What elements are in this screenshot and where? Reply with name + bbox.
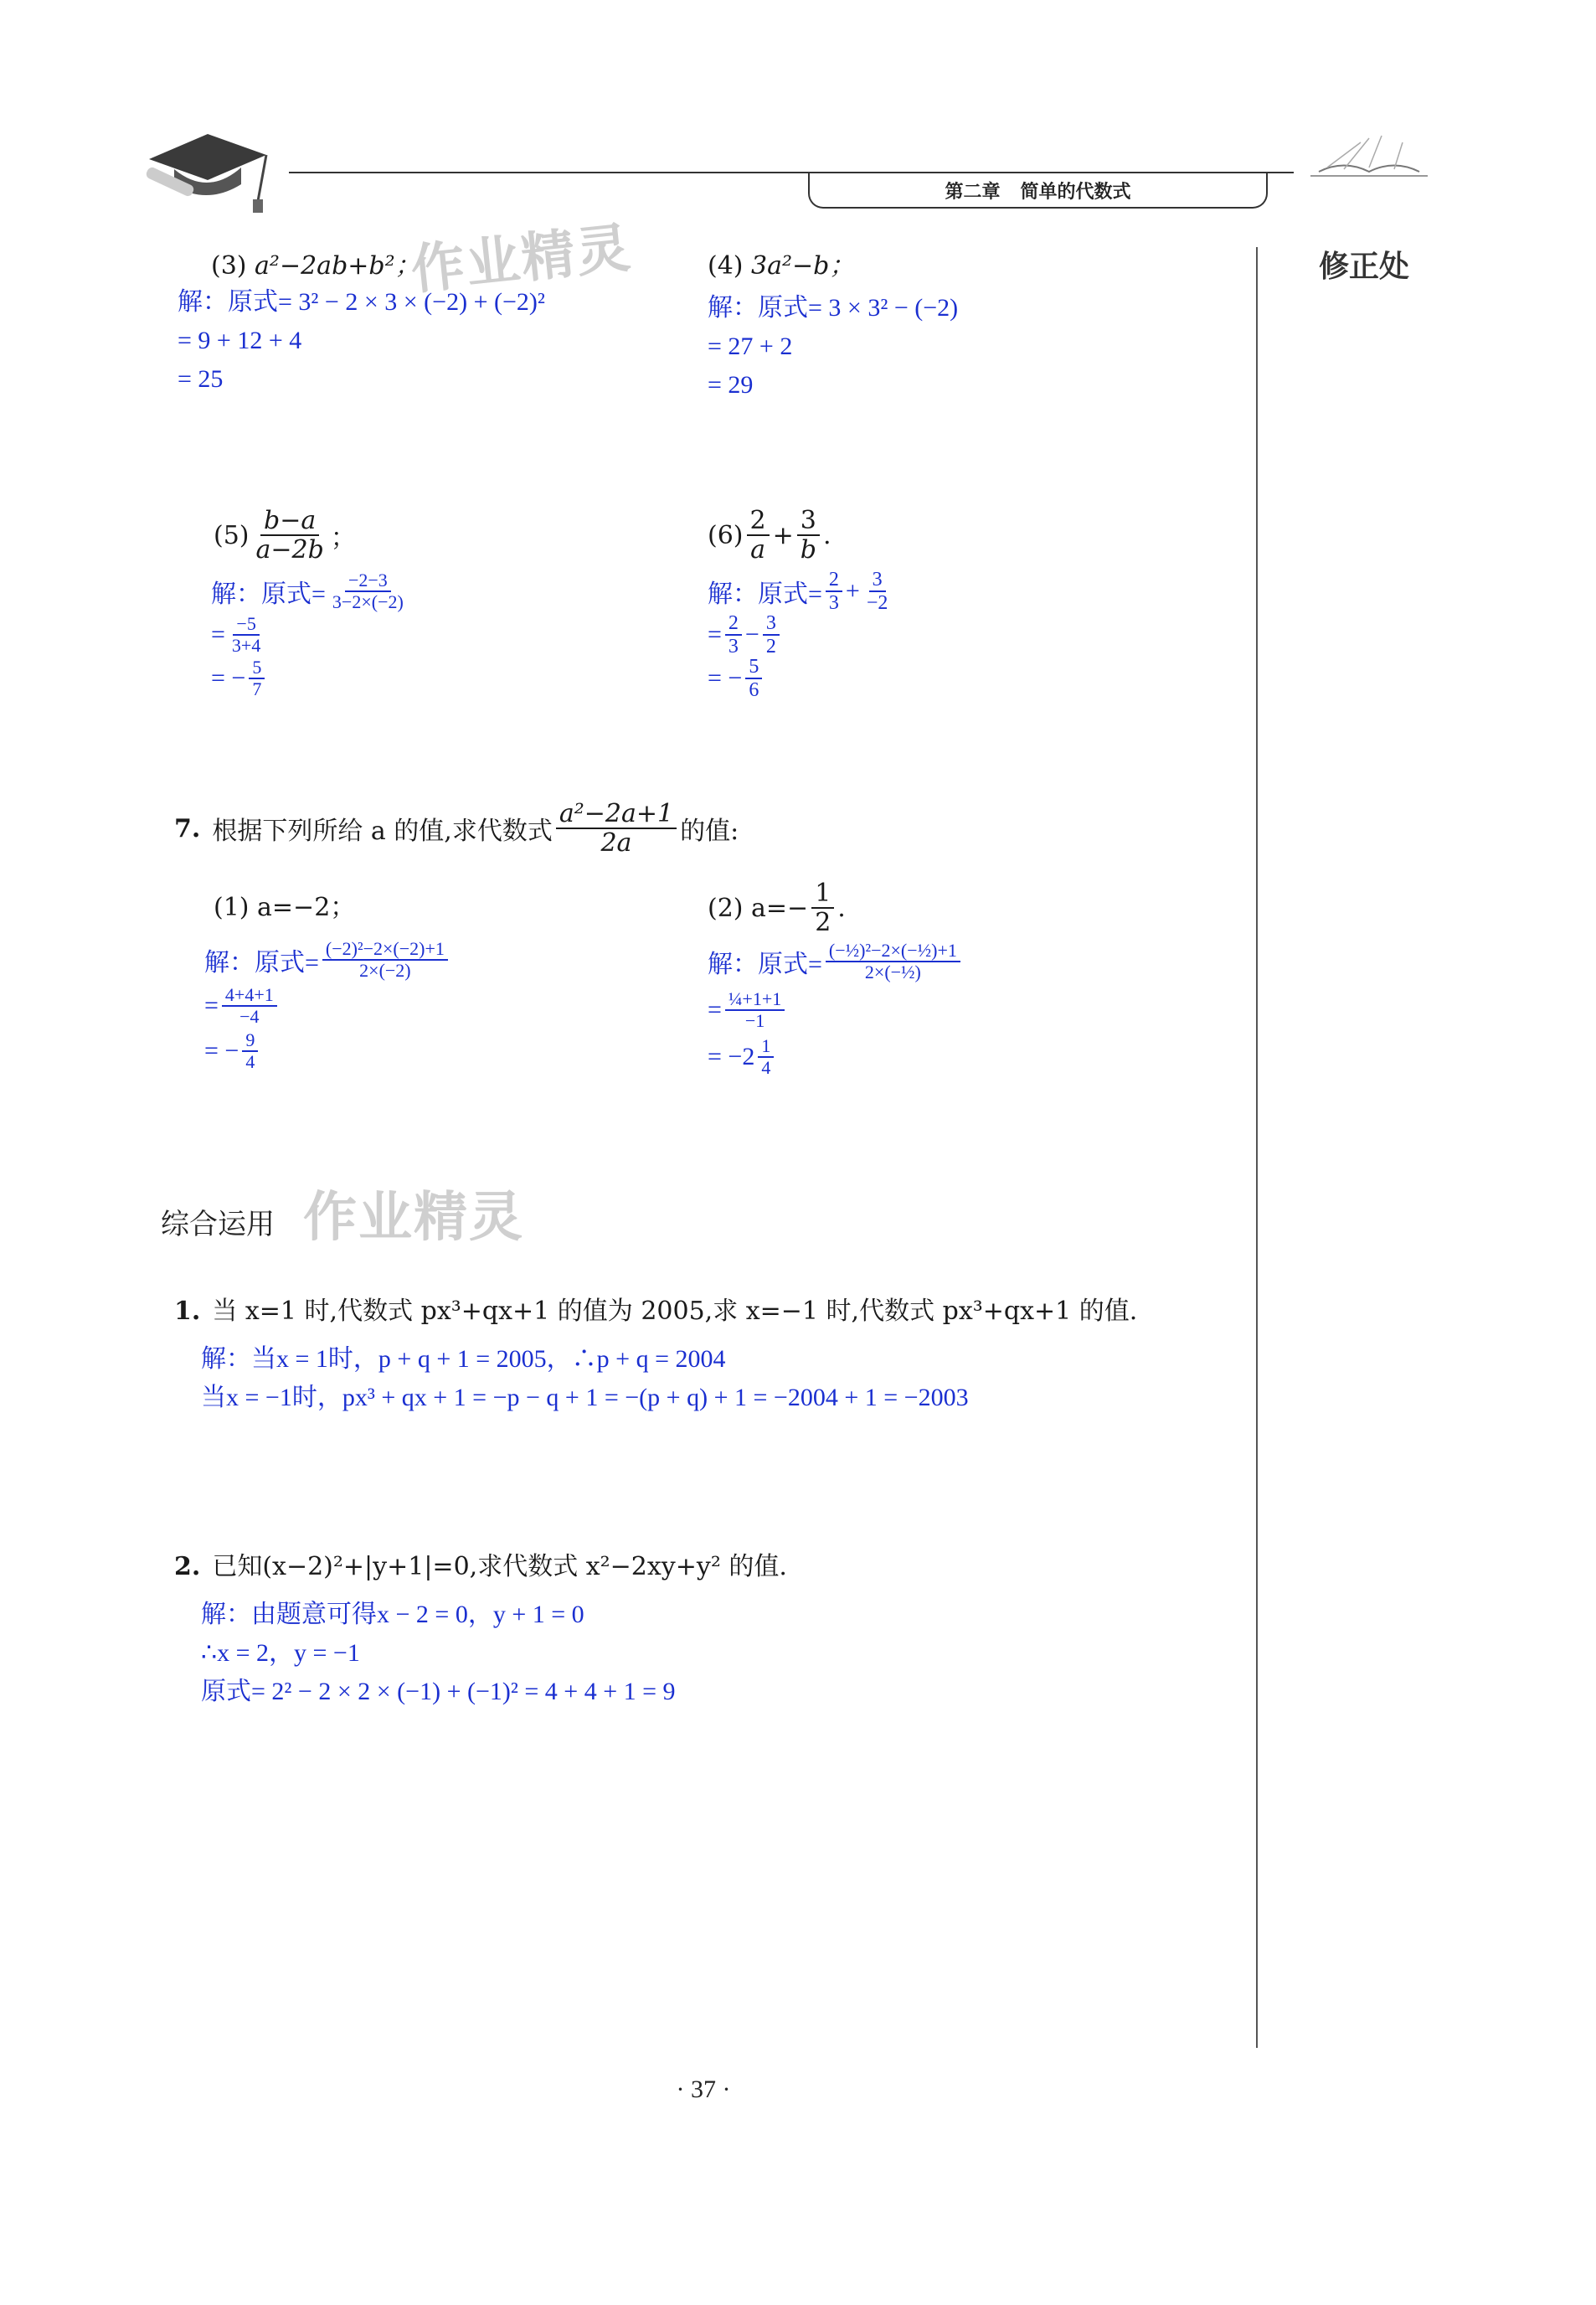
problem-4-question: (4) 3a²−b；: [708, 251, 855, 281]
answer-line: 解：当x = 1时，p + q + 1 = 2005，∴p + q = 2004: [201, 1345, 726, 1373]
comp-1-answer: [201, 1340, 969, 1417]
problem-7-2-answer: 解：原式= $\frac{\text{(−½)²−2×(−½)+1}}{\text{2×(−½)}}$ = $\frac{\text{¼+1+1}}{-1}$ = −2 $\frac{1}{4}$: [708, 936, 964, 1080]
comp-1-question: 1. 当 x=1 时,代数式 px³+qx+1 的值为 2005,求 x=−1 时,代数式 px³+qx+1 的值.: [174, 1297, 1138, 1326]
chapter-title: 简单的代数式: [1020, 181, 1131, 203]
problem-6-answer: 解：原式= $\frac{2}{3}$ + $\frac{3}{-2}$ = $\frac{2}{3}$ − $\frac{3}{2}$ = − $\frac{5}{6}$: [708, 568, 888, 701]
correction-label: 修正处: [1319, 250, 1410, 284]
answer-line: 解：原式= 3 × 3² − (−2): [708, 294, 959, 322]
problem-6-question: (6) $\frac{2}{a}$ + $\frac{3}{b}$ .: [708, 506, 831, 565]
answer-line: ∴x = 2，y = −1: [201, 1639, 360, 1667]
problem-3-answer: [178, 283, 545, 399]
answer-line: = 29: [708, 371, 754, 399]
chapter-label: 第二章: [945, 181, 1001, 203]
problem-7-1-question: (1) a=−2；: [214, 893, 356, 922]
problem-3-question: (3) a²−2ab+b²；: [211, 251, 420, 281]
comp-2-answer: [201, 1596, 676, 1711]
problem-4-answer: [708, 289, 958, 405]
answer-line: = 9 + 12 + 4: [178, 327, 302, 354]
graduation-cap-icon: [141, 117, 275, 218]
section-watermark: 作业精灵: [303, 1187, 524, 1249]
answer-line: = 27 + 2: [708, 333, 793, 360]
answer-line: = 25: [178, 365, 224, 393]
answer-line: 解：原式= 3² − 2 × 3 × (−2) + (−2)²: [178, 288, 545, 316]
open-book-icon: [1310, 126, 1428, 184]
answer-line: 原式= 2² − 2 × 2 × (−1) + (−1)² = 4 + 4 + 1 = 9: [201, 1678, 676, 1705]
header-watermark: 作业精灵: [408, 217, 635, 302]
answer-line: 解：由题意可得x − 2 = 0，y + 1 = 0: [201, 1601, 584, 1628]
problem-7-2-question: (2) a=− $\frac{1}{2}$ .: [708, 879, 846, 937]
section-title: 综合运用: [161, 1208, 275, 1241]
problem-7-question: 7. 根据下列所给 a 的值,求代数式 $\frac{\text{a²−2a+1}}{2a}$ 的值:: [174, 799, 739, 858]
problem-5-answer: 解：原式= $\frac{-2-3}{3-2\times(-2)}$ = $\frac{-5}{3+4}$ = − $\frac{5}{7}$: [211, 569, 404, 699]
sidebar-divider: [1256, 247, 1258, 2048]
problem-7-1-answer: 解：原式= $\frac{\text{(−2)²−2×(−2)+1}}{2\times(-2)}$ = $\frac{4+4+1}{-4}$ = − $\frac{9}{4}$: [204, 936, 451, 1074]
page-number: · 37 ·: [676, 2076, 731, 2103]
problem-5-question: (5) $\frac{b-a}{a-2b}$ ；: [214, 506, 356, 565]
comp-2-question: 2. 已知(x−2)²+|y+1|=0,求代数式 x²−2xy+y² 的值.: [174, 1552, 787, 1581]
header-chapter-box: [808, 173, 1268, 209]
answer-line: 当x = −1时，px³ + qx + 1 = −p − q + 1 = −(p + q) + 1 = −2004 + 1 = −2003: [201, 1384, 969, 1411]
